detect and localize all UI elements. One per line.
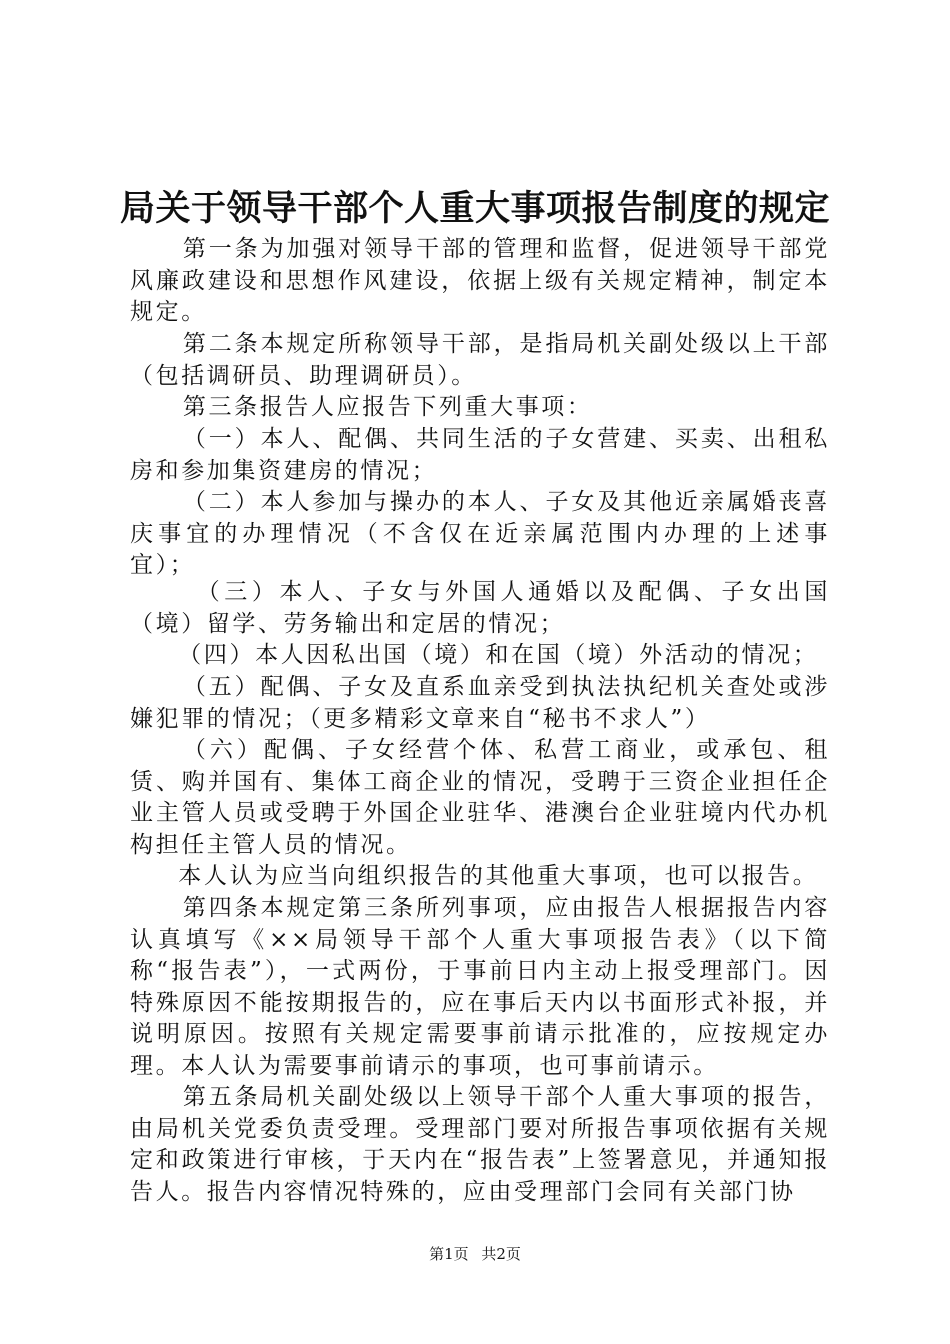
paragraph-article-5: 第五条局机关副处级以上领导干部个人重大事项的报告，由局机关党委负责受理。受理部门要对所报告事项依据有关规定和政策进行审核，于天内在“报告表”上签署意见，并通知报告人。报告内容情况特殊的，应由受理部门会同有关部门协: [130, 1084, 830, 1205]
paragraph-article-1: 第一条为加强对领导干部的管理和监督，促进领导干部党风廉政建设和思想作风建设，依据上级有关规定精神，制定本规定。: [130, 236, 830, 325]
total-page-count: 共2页: [481, 1245, 521, 1263]
paragraph-article-2: 第二条本规定所称领导干部，是指局机关副处级以上干部（包括调研员、助理调研员）。: [130, 331, 830, 389]
paragraph-item-5: （五）配偶、子女及直系血亲受到执法执纪机关查处或涉嫌犯罪的情况；（更多精彩文章来自“秘书不求人”）: [130, 674, 830, 732]
paragraph-item-1: （一）本人、配偶、共同生活的子女营建、买卖、出租私房和参加集资建房的情况；: [130, 426, 830, 484]
paragraph-other-matters: 本人认为应当向组织报告的其他重大事项，也可以报告。: [178, 863, 819, 889]
page-footer: [0, 1244, 950, 1264]
paragraph-item-6: （六）配偶、子女经营个体、私营工商业，或承包、租赁、购并国有、集体工商企业的情况，受聘于三资企业担任企业主管人员或受聘于外国企业驻华、港澳台企业驻境内代办机构担任主管人员的情况。: [130, 737, 830, 858]
current-page-number: 第1页: [429, 1245, 469, 1263]
paragraph-item-3: （三）本人、子女与外国人通婚以及配偶、子女出国（境）留学、劳务输出和定居的情况；: [130, 579, 830, 637]
document-title: 局关于领导干部个人重大事项报告制度的规定: [119, 189, 830, 229]
paragraph-item-2: （二）本人参加与操办的本人、子女及其他近亲属婚丧喜庆事宜的办理情况（不含仅在近亲属范围内办理的上述事宜）；: [130, 489, 830, 578]
paragraph-item-4: （四）本人因私出国（境）和在国（境）外活动的情况；: [178, 642, 819, 668]
paragraph-article-4: 第四条本规定第三条所列事项，应由报告人根据报告内容认真填写《××局领导干部个人重大事项报告表》（以下简称“报告表”），一式两份，于事前日内主动上报受理部门。因特殊原因不能按期报告的，应在事后天内以书面形式补报，并说明原因。按照有关规定需要事前请示批准的，应按规定办理。本人认为需要事前请示的事项，也可事前请示。: [130, 895, 830, 1079]
paragraph-article-3: 第三条报告人应报告下列重大事项：: [182, 394, 593, 420]
